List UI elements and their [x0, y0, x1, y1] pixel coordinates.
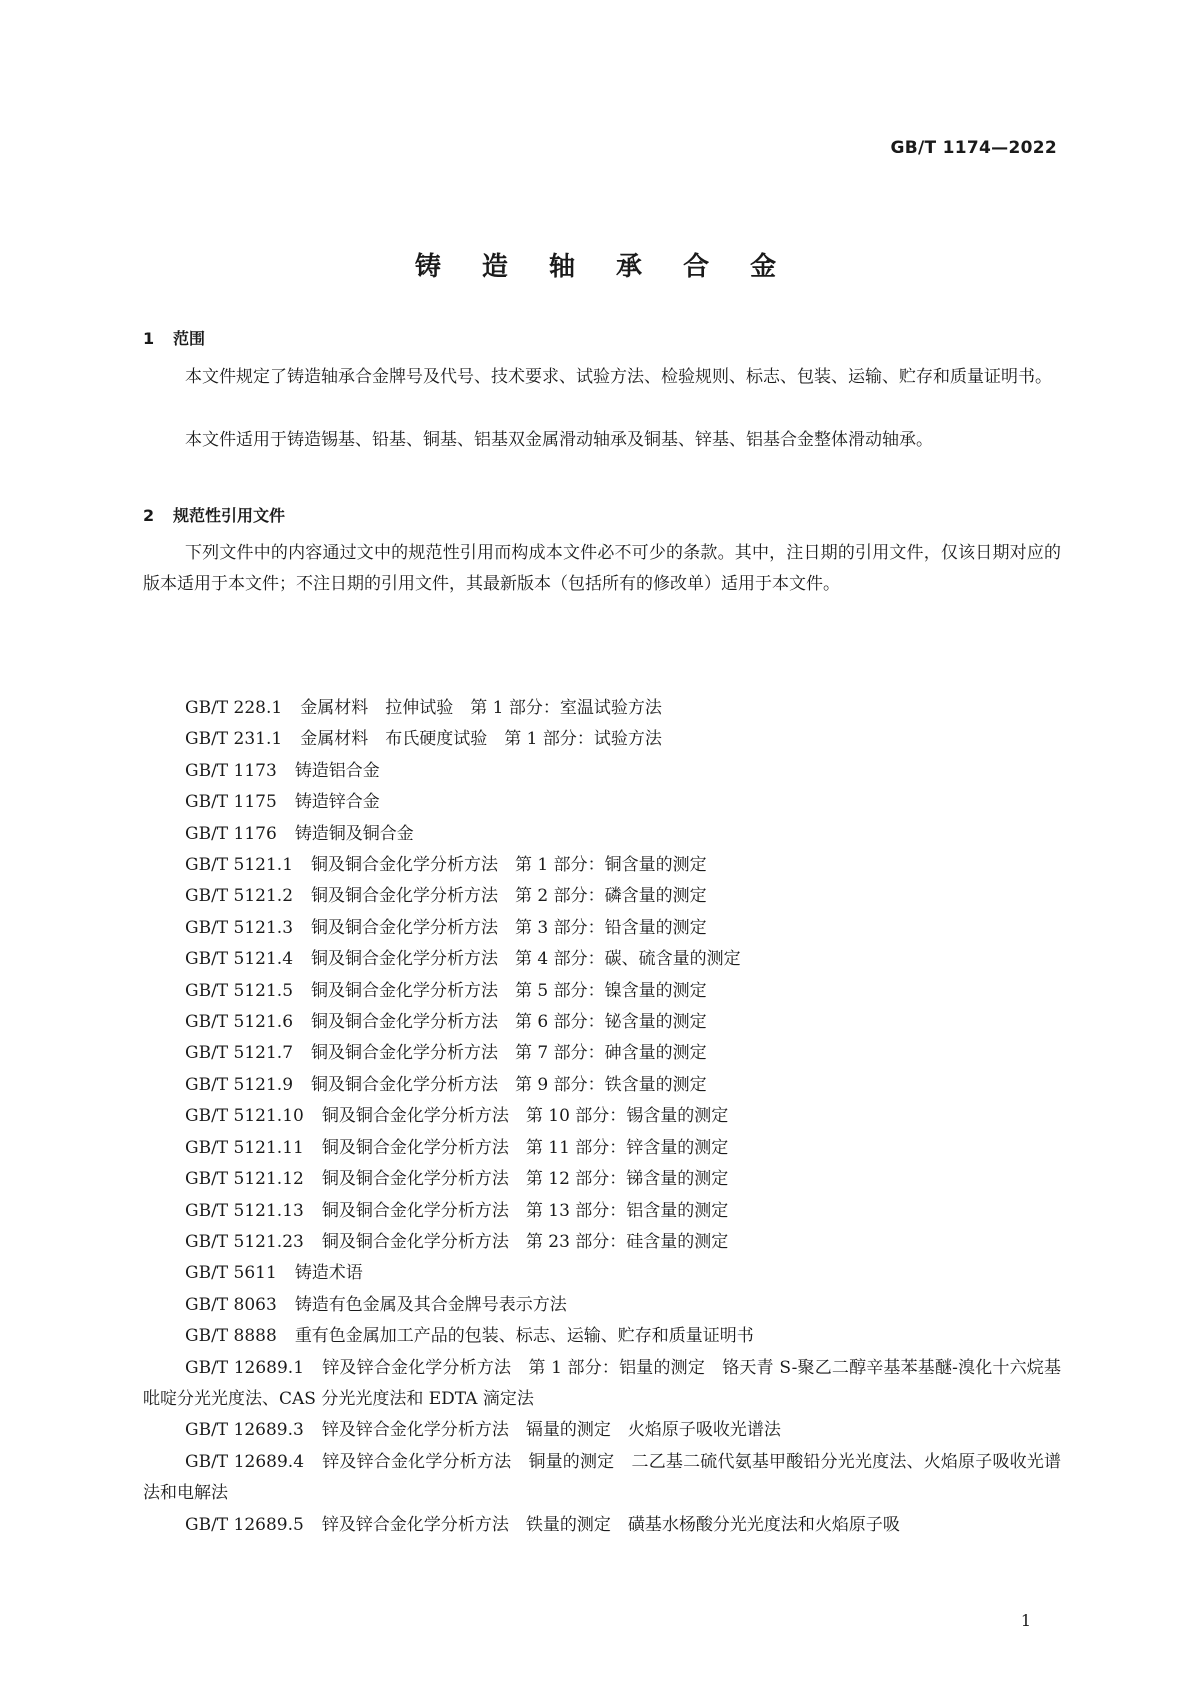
reference-code: GB/T 5121.4	[185, 949, 294, 970]
reference-code: GB/T 5121.1	[185, 855, 294, 876]
reference-code: GB/T 5121.9	[185, 1074, 294, 1095]
reference-title: 锌及锌合金化学分析方法 镉量的测定 火焰原子吸收光谱法	[321, 1420, 781, 1441]
reference-code: GB/T 5121.11	[185, 1137, 304, 1158]
reference-code: GB/T 8063	[185, 1294, 277, 1315]
reference-title: 铸造术语	[294, 1263, 363, 1284]
reference-title: 铜及铜合金化学分析方法 第 23 部分：硅含量的测定	[321, 1231, 729, 1252]
reference-title: 金属材料 布氏硬度试验 第 1 部分：试验方法	[300, 729, 662, 750]
reference-title: 锌及锌合金化学分析方法 第 1 部分：铝量的测定 铬天青 S-聚乙二醇辛基苯基醚-溴化十六烷基吡啶分光光度法、CAS 分光光度法和 EDTA 滴定法	[143, 1357, 1061, 1409]
reference-code: GB/T 8888	[185, 1326, 277, 1347]
reference-code: GB/T 228.1	[185, 698, 283, 718]
reference-title: 铸造有色金属及其合金牌号表示方法	[294, 1294, 567, 1315]
reference-item	[143, 724, 1061, 755]
section-2-heading	[143, 503, 285, 526]
reference-code: GB/T 5121.23	[185, 1231, 304, 1252]
section-title: 范围	[173, 329, 206, 348]
reference-item	[143, 1290, 1061, 1321]
reference-title: 金属材料 拉伸试验 第 1 部分：室温试验方法	[300, 698, 662, 718]
reference-code: GB/T 5121.5	[185, 980, 294, 1001]
reference-code: GB/T 5121.12	[185, 1169, 304, 1190]
reference-item	[143, 1447, 1061, 1510]
reference-title: 锌及锌合金化学分析方法 铜量的测定 二乙基二硫代氨基甲酸铅分光光度法、火焰原子吸收光谱法和电解法	[143, 1451, 1062, 1504]
reference-code: GB/T 12689.4	[185, 1451, 305, 1472]
reference-code: GB/T 12689.5	[185, 1514, 304, 1535]
reference-title: 铜及铜合金化学分析方法 第 2 部分：磷含量的测定	[311, 886, 707, 907]
reference-list	[143, 693, 1061, 1541]
reference-title: 铜及铜合金化学分析方法 第 3 部分：铅含量的测定	[311, 917, 707, 938]
reference-item	[143, 1007, 1061, 1038]
reference-item	[143, 1415, 1061, 1446]
reference-code: GB/T 1176	[185, 823, 277, 844]
reference-item	[143, 756, 1061, 787]
reference-item	[143, 1038, 1061, 1069]
reference-item	[143, 693, 1061, 724]
reference-item	[143, 1133, 1061, 1164]
section-number: 1	[143, 329, 155, 348]
reference-code: GB/T 5121.3	[185, 917, 294, 938]
reference-title: 铜及铜合金化学分析方法 第 5 部分：镍含量的测定	[311, 980, 707, 1001]
reference-item	[143, 913, 1061, 944]
reference-item	[143, 1353, 1061, 1416]
reference-item	[143, 1164, 1061, 1195]
page-number: 1	[1020, 1611, 1031, 1630]
section-title: 规范性引用文件	[173, 506, 286, 525]
reference-item	[143, 850, 1061, 881]
reference-item	[143, 976, 1061, 1007]
reference-item	[143, 1070, 1061, 1101]
reference-item	[143, 944, 1061, 975]
reference-code: GB/T 12689.1	[185, 1357, 305, 1378]
reference-item	[143, 1196, 1061, 1227]
reference-title: 铜及铜合金化学分析方法 第 9 部分：铁含量的测定	[311, 1074, 707, 1095]
normative-references-intro: 下列文件中的内容通过文中的规范性引用而构成本文件必不可少的条款。其中，注日期的引用文件，仅该日期对应的版本适用于本文件；不注日期的引用文件，其最新版本（包括所有的修改单）适用于本文件。	[143, 543, 1061, 594]
reference-code: GB/T 5121.6	[185, 1012, 294, 1033]
reference-title: 铜及铜合金化学分析方法 第 11 部分：锌含量的测定	[321, 1137, 729, 1158]
reference-title: 铜及铜合金化学分析方法 第 10 部分：锡含量的测定	[321, 1106, 729, 1127]
reference-title: 铜及铜合金化学分析方法 第 7 部分：砷含量的测定	[311, 1043, 707, 1064]
standard-code: GB/T 1174—2022	[890, 138, 1057, 158]
reference-item	[143, 819, 1061, 850]
reference-title: 铸造铜及铜合金	[294, 823, 414, 844]
reference-title: 重有色金属加工产品的包装、标志、运输、贮存和质量证明书	[294, 1326, 754, 1347]
reference-code: GB/T 5121.13	[185, 1200, 304, 1221]
section-1-heading	[143, 326, 205, 349]
reference-title: 锌及锌合金化学分析方法 铁量的测定 磺基水杨酸分光光度法和火焰原子吸	[321, 1514, 900, 1535]
reference-title: 铜及铜合金化学分析方法 第 6 部分：铋含量的测定	[311, 1012, 707, 1033]
reference-item	[143, 787, 1061, 818]
reference-code: GB/T 1173	[185, 760, 277, 781]
reference-code: GB/T 12689.3	[185, 1420, 304, 1441]
reference-code: GB/T 5121.7	[185, 1043, 294, 1064]
reference-item	[143, 1321, 1061, 1352]
reference-title: 铸造锌合金	[294, 792, 380, 813]
reference-code: GB/T 5121.2	[185, 886, 294, 907]
section-number: 2	[143, 506, 155, 525]
reference-item	[143, 1101, 1061, 1132]
reference-item	[143, 1227, 1061, 1258]
reference-code: GB/T 1175	[185, 792, 277, 813]
scope-paragraph-2: 本文件适用于铸造锡基、铅基、铜基、铝基双金属滑动轴承及铜基、锌基、铝基合金整体滑动轴承。	[185, 430, 933, 450]
document-title: 铸 造 轴 承 合 金	[414, 252, 793, 282]
scope-paragraph-1: 本文件规定了铸造轴承合金牌号及代号、技术要求、试验方法、检验规则、标志、包装、运输、贮存和质量证明书。	[185, 367, 1052, 387]
reference-item	[143, 1510, 1061, 1541]
reference-code: GB/T 5121.10	[185, 1106, 304, 1127]
reference-code: GB/T 231.1	[185, 729, 283, 750]
reference-code: GB/T 5611	[185, 1263, 277, 1284]
reference-title: 铜及铜合金化学分析方法 第 1 部分：铜含量的测定	[311, 855, 707, 876]
reference-item	[143, 881, 1061, 912]
reference-title: 铜及铜合金化学分析方法 第 13 部分：铝含量的测定	[321, 1200, 729, 1221]
reference-title: 铜及铜合金化学分析方法 第 12 部分：锑含量的测定	[321, 1169, 729, 1190]
reference-title: 铜及铜合金化学分析方法 第 4 部分：碳、硫含量的测定	[311, 949, 741, 970]
reference-title: 铸造铝合金	[294, 760, 380, 781]
reference-item	[143, 1258, 1061, 1289]
